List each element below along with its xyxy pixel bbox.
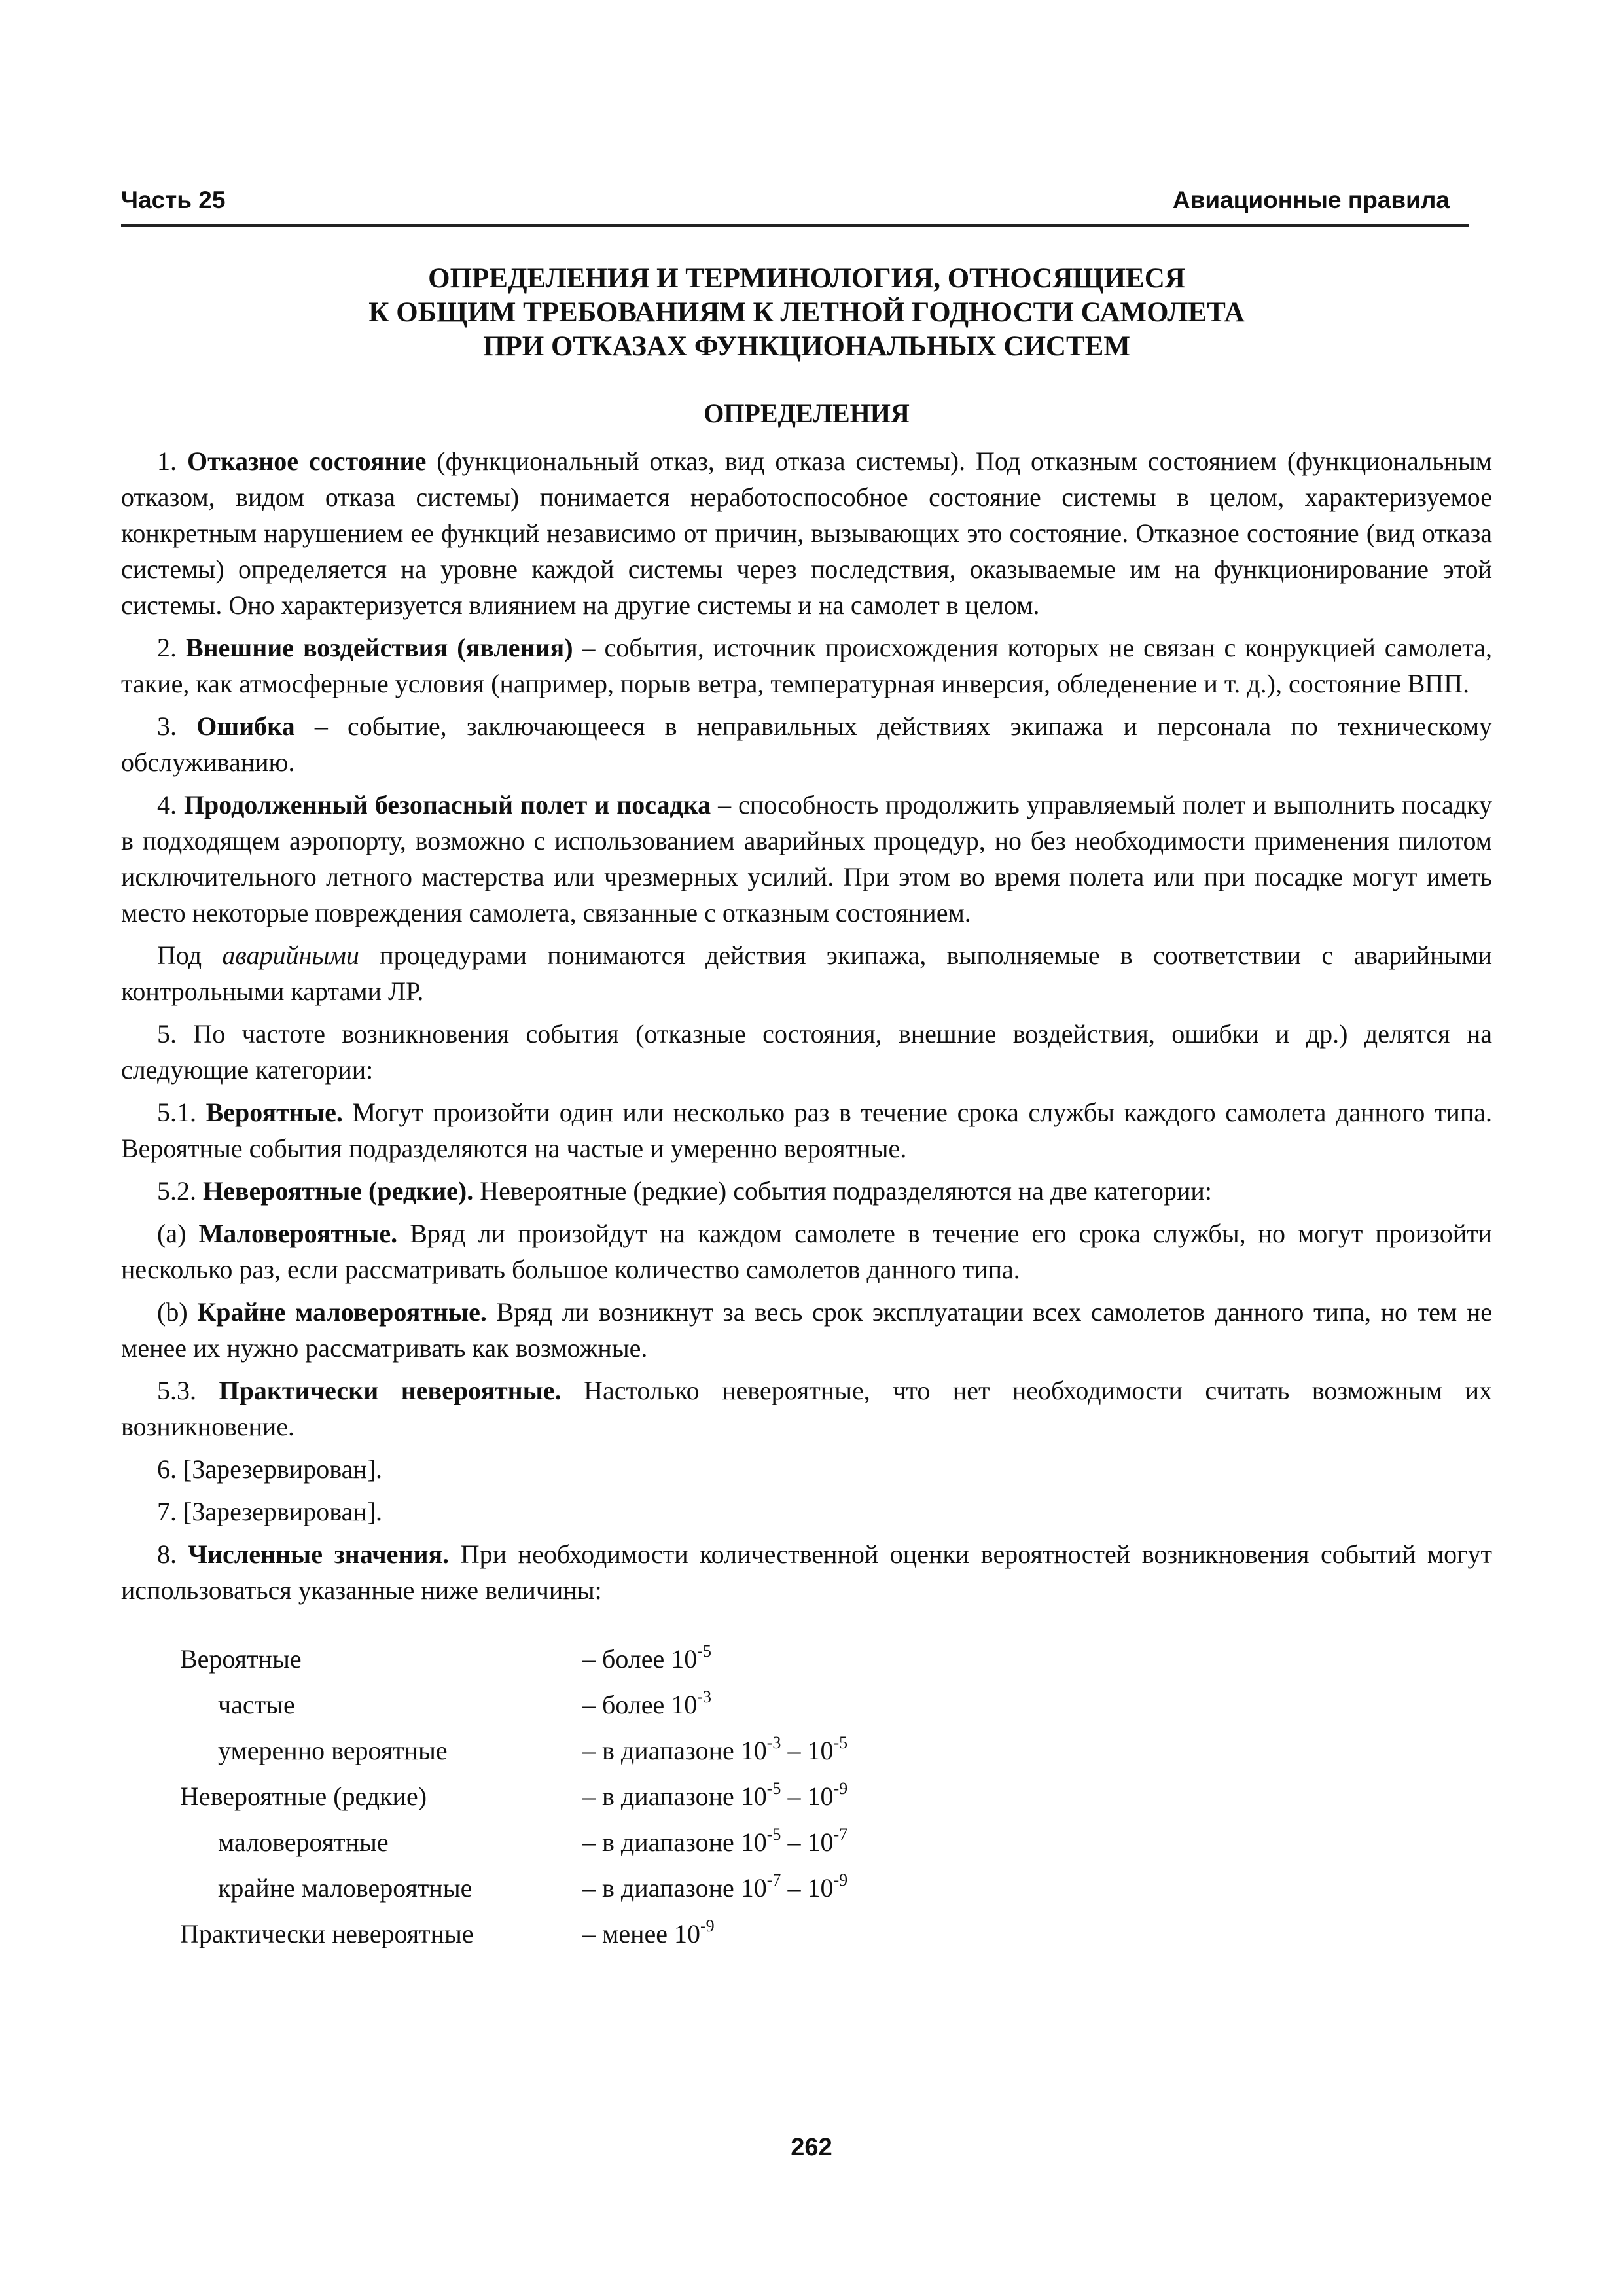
probability-values-table bbox=[180, 1636, 847, 1956]
definition-text: Настолько невероятные, что нет необходимости считать возможным их возникновение. bbox=[121, 1376, 1493, 1441]
table-row bbox=[180, 1865, 847, 1910]
table-row bbox=[180, 1681, 847, 1727]
category-label: умеренно вероятные bbox=[218, 1735, 448, 1765]
defined-term: Продолженный безопасный полет и посадка bbox=[183, 790, 711, 819]
header-document-title: Авиационные правила bbox=[1172, 187, 1450, 213]
paragraph-number: 1. bbox=[157, 446, 177, 476]
probability-value bbox=[582, 1727, 847, 1773]
definitions-list bbox=[121, 443, 1492, 1608]
definition-text: – событие, заключающееся в неправильных действиях экипажа и персонала по техническому обслуживанию. bbox=[121, 711, 1493, 777]
table-row bbox=[180, 1636, 847, 1681]
paragraph-number: 8. bbox=[157, 1539, 177, 1569]
probability-value bbox=[582, 1773, 847, 1819]
definition-paragraph bbox=[121, 443, 1492, 623]
exponent: -5 bbox=[833, 1733, 848, 1753]
category-label: крайне маловероятные bbox=[218, 1873, 473, 1903]
table-row bbox=[180, 1773, 847, 1819]
paragraph-number: 5.2. bbox=[157, 1176, 196, 1206]
definition-text: – события, источник происхождения которых не связан с конрукцией самолета, такие, как атмосферные условия (например, порыв ветра, температурная инверсия, обледенение и т. д.), состояние ВПП. bbox=[121, 633, 1493, 698]
paragraph-number: 6. bbox=[157, 1454, 177, 1484]
exponent: -3 bbox=[766, 1733, 781, 1753]
definition-paragraph bbox=[121, 708, 1492, 780]
paragraph-number: (b) bbox=[157, 1297, 188, 1327]
paragraph-number: 7. bbox=[157, 1497, 177, 1526]
definition-text: процедурами понимаются действия экипажа, выполняемые в соответствии с аварийными контрольными картами ЛР. bbox=[121, 941, 1493, 1006]
value-text: – в диапазоне 10 bbox=[582, 1781, 767, 1811]
defined-term: Ошибка bbox=[196, 711, 295, 741]
exponent: -5 bbox=[697, 1641, 711, 1661]
category-label: Практически невероятные bbox=[180, 1918, 474, 1948]
value-text: – 10 bbox=[781, 1873, 834, 1903]
definition-text: Вряд ли произойдут на каждом самолете в течение его срока службы, но могут произойти несколько раз, если рассматривать большое количество самолетов данного типа. bbox=[121, 1219, 1493, 1284]
defined-term: Крайне маловероятные. bbox=[197, 1297, 487, 1327]
table-row bbox=[180, 1910, 847, 1956]
section-heading: ОПРЕДЕЛЕНИЯ bbox=[704, 399, 910, 428]
title-line: ОПРЕДЕЛЕНИЯ И ТЕРМИНОЛОГИЯ, ОТНОСЯЩИЕСЯ bbox=[428, 263, 1185, 294]
defined-term: Отказное состояние bbox=[187, 446, 427, 476]
value-text: – 10 bbox=[781, 1781, 834, 1811]
probability-value bbox=[582, 1681, 847, 1727]
page-number: 262 bbox=[791, 2134, 832, 2161]
exponent: -3 bbox=[697, 1687, 711, 1707]
exponent: -7 bbox=[766, 1871, 781, 1890]
definition-paragraph bbox=[121, 787, 1492, 931]
title-line: К ОБЩИМ ТРЕБОВАНИЯМ К ЛЕТНОЙ ГОДНОСТИ САМОЛЕТА bbox=[368, 297, 1245, 328]
category-label: маловероятные bbox=[218, 1827, 389, 1857]
definition-text: По частоте возникновения события (отказные состояния, внешние воздействия, ошибки и др.) делятся на следующие категории: bbox=[121, 1019, 1493, 1085]
definition-paragraph bbox=[121, 1294, 1492, 1366]
exponent: -9 bbox=[833, 1871, 848, 1890]
exponent: -7 bbox=[833, 1825, 848, 1844]
table-row bbox=[180, 1727, 847, 1773]
definition-text: [Зарезервирован]. bbox=[183, 1497, 383, 1526]
title-line: ПРИ ОТКАЗАХ ФУНКЦИОНАЛЬНЫХ СИСТЕМ bbox=[483, 331, 1130, 362]
defined-term: Численные значения. bbox=[188, 1539, 450, 1569]
page-title bbox=[121, 262, 1492, 364]
italic-term: аварийными bbox=[222, 941, 359, 970]
definition-paragraph bbox=[121, 1016, 1492, 1088]
defined-term: Практически невероятные. bbox=[219, 1376, 562, 1405]
paragraph-number: 5.1. bbox=[157, 1098, 196, 1127]
definition-text: Вряд ли возникнут за весь срок эксплуатации всех самолетов данного типа, но тем не менее их нужно рассматривать как возможные. bbox=[121, 1297, 1493, 1363]
paragraph-number: 5.3. bbox=[157, 1376, 196, 1405]
definition-paragraph bbox=[121, 1536, 1492, 1608]
exponent: -5 bbox=[766, 1779, 781, 1799]
defined-term: Внешние воздействия (явления) bbox=[185, 633, 573, 662]
definition-paragraph bbox=[121, 1451, 1492, 1487]
paragraph-number: 2. bbox=[157, 633, 177, 662]
definition-paragraph bbox=[121, 1215, 1492, 1287]
probability-value bbox=[582, 1819, 847, 1865]
value-text: – в диапазоне 10 bbox=[582, 1873, 767, 1903]
definition-paragraph bbox=[121, 1372, 1492, 1444]
value-text: – менее 10 bbox=[582, 1918, 700, 1948]
value-text: – 10 bbox=[781, 1827, 834, 1857]
paragraph-number: 3. bbox=[157, 711, 177, 741]
exponent: -5 bbox=[766, 1825, 781, 1844]
defined-term: Маловероятные. bbox=[198, 1219, 398, 1248]
paragraph-number: 5. bbox=[157, 1019, 177, 1049]
category-label: частые bbox=[218, 1689, 295, 1719]
value-text: – более 10 bbox=[582, 1643, 698, 1674]
exponent: -9 bbox=[833, 1779, 848, 1799]
header-part: Часть 25 bbox=[121, 187, 226, 213]
definition-paragraph bbox=[121, 1094, 1492, 1166]
definition-text: Невероятные (редкие) события подразделяются на две категории: bbox=[480, 1176, 1212, 1206]
value-text: – в диапазоне 10 bbox=[582, 1735, 767, 1765]
definition-paragraph bbox=[121, 937, 1492, 1009]
value-text: – в диапазоне 10 bbox=[582, 1827, 767, 1857]
exponent: -9 bbox=[700, 1916, 715, 1936]
probability-value bbox=[582, 1910, 847, 1956]
definition-text: [Зарезервирован]. bbox=[183, 1454, 383, 1484]
defined-term: Вероятные. bbox=[205, 1098, 343, 1127]
definition-text: (функциональный отказ, вид отказа системы). Под отказным состоянием (функциональным отказом, видом отказа системы) понимается неработоспособное состояние системы в целом, характеризуемое конкретным нарушением ее функций независимо от причин, вызывающих это состояние. Отказное состояние (вид отказа системы) определяется на уровне каждой системы через последствия, оказываемые им на функционирование этой системы. Оно характеризуется влиянием на другие системы и на самолет в целом. bbox=[121, 446, 1493, 620]
definition-text: При необходимости количественной оценки вероятностей возникновения событий могут использоваться указанные ниже величины: bbox=[121, 1539, 1493, 1605]
category-label: Вероятные bbox=[180, 1643, 302, 1674]
definition-paragraph bbox=[121, 1494, 1492, 1530]
definition-text: Могут произойти один или несколько раз в течение срока службы каждого самолета данного типа. Вероятные события подразделяются на частые и умеренно вероятные. bbox=[121, 1098, 1492, 1163]
defined-term: Невероятные (редкие). bbox=[203, 1176, 474, 1206]
definition-text: – способность продолжить управляемый полет и выполнить посадку в подходящем аэропорту, возможно с использованием аварийных процедур, но без необходимости применения пилотом исключительного летного мастерства или чрезмерных усилий. При этом во время полета или при посадке могут иметь место некоторые повреждения самолета, связанные с отказным состоянием. bbox=[121, 790, 1493, 927]
paragraph-lead: Под bbox=[157, 941, 202, 970]
definition-paragraph bbox=[121, 1173, 1492, 1209]
probability-value bbox=[582, 1636, 847, 1681]
paragraph-number: (a) bbox=[157, 1219, 187, 1248]
definition-paragraph bbox=[121, 630, 1492, 702]
table-row bbox=[180, 1819, 847, 1865]
paragraph-number: 4. bbox=[157, 790, 177, 819]
running-header bbox=[121, 185, 1469, 227]
page-content bbox=[121, 262, 1492, 1956]
value-text: – более 10 bbox=[582, 1689, 698, 1719]
category-label: Невероятные (редкие) bbox=[180, 1781, 427, 1811]
value-text: – 10 bbox=[781, 1735, 834, 1765]
probability-value bbox=[582, 1865, 847, 1910]
